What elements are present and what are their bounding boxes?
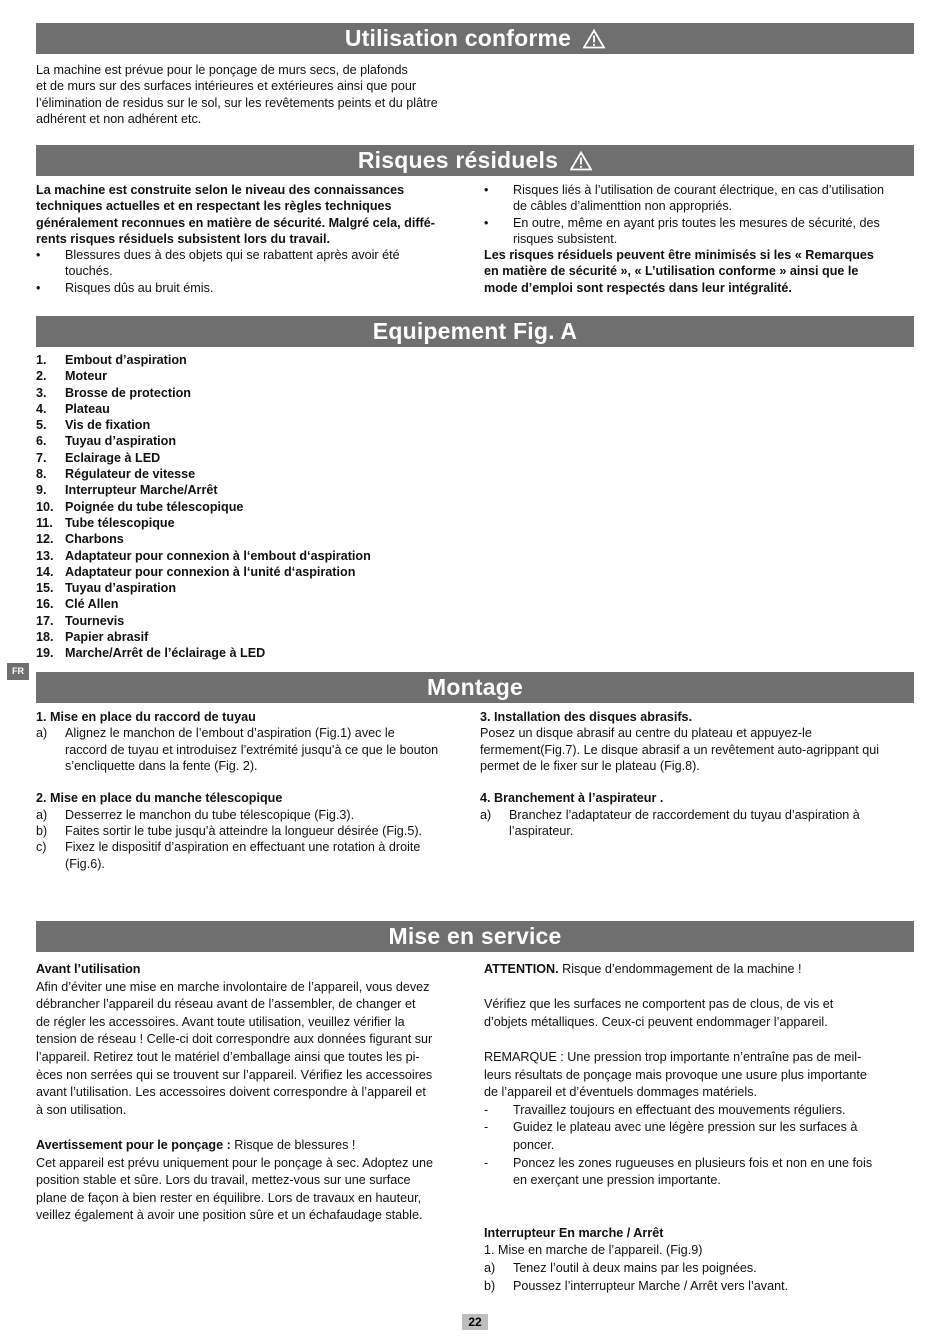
warning-triangle-icon — [570, 151, 592, 171]
page-number: 22 — [462, 1314, 488, 1330]
equipment-item — [36, 629, 476, 645]
equipment-item — [36, 433, 476, 449]
bullet-item — [36, 247, 468, 280]
intro-text-line: rents risques résiduels subsistent lors du travail. — [36, 231, 330, 246]
subsection-title: Avant l’utilisation — [36, 962, 141, 976]
equipment-item — [36, 515, 476, 531]
body-text-line: adhérent et non adhérent etc. — [36, 111, 202, 126]
equipment-item — [36, 482, 476, 498]
body-text-line: Posez un disque abrasif au centre du plateau et appuyez-le — [480, 726, 812, 741]
list-marker: • — [484, 183, 489, 197]
equipment-item — [36, 645, 476, 661]
list-text — [65, 807, 470, 823]
equipment-number: 4. — [36, 401, 47, 416]
list-text-line: en exerçant une pression importante. — [513, 1173, 721, 1188]
equipment-number: 8. — [36, 467, 47, 482]
equipment-item — [36, 385, 476, 401]
list-text-line: touchés. — [65, 264, 113, 279]
step-item — [36, 839, 470, 872]
body-text-line: et de murs sur des surfaces intérieures et extérieures ainsi que pour — [36, 79, 417, 94]
equipment-label: Moteur — [65, 369, 107, 384]
section-title: Equipement Fig. A — [372, 318, 578, 345]
equipment-label: Embout d’aspiration — [65, 353, 187, 367]
equipment-number: 17. — [36, 613, 54, 628]
body-text-line: leurs résultats de ponçage mais provoque une usure plus importante — [484, 1067, 867, 1082]
equipment-item — [36, 596, 476, 612]
list-marker: - — [484, 1102, 489, 1117]
section-title: Montage — [427, 674, 523, 701]
dash-item — [484, 1155, 916, 1190]
equipment-number: 14. — [36, 564, 54, 579]
conclusion-text-line: Les risques résiduels peuvent être minimisés si les « Remarques — [484, 248, 874, 263]
intro-text-line: La machine est construite selon le niveau des connaissances — [36, 183, 405, 197]
list-marker: - — [484, 1155, 489, 1170]
equipment-item — [36, 613, 476, 629]
equipment-number: 2. — [36, 369, 47, 384]
list-text-line: Poncez les zones rugueuses en plusieurs fois et non en une fois — [513, 1155, 873, 1170]
list-text-line: Fixez le dispositif d’aspiration en effectuant une rotation à droite — [65, 840, 421, 855]
equipment-item — [36, 368, 476, 384]
equipment-number: 16. — [36, 597, 54, 612]
warning-label: Avertissement pour le ponçage : — [36, 1137, 231, 1152]
list-text-line: Desserrez le manchon du tube télescopique (Fig.3). — [65, 807, 355, 822]
equipment-label: Plateau — [65, 401, 110, 416]
list-text-line: Blessures dues à des objets qui se rabattent après avoir été — [65, 248, 400, 263]
bullet-item — [484, 215, 916, 248]
list-text — [513, 1260, 916, 1278]
body-text-line: avant l’utilisation. Les accessoires doivent correspondre à l’appareil et — [36, 1085, 426, 1100]
equipment-label: Régulateur de vitesse — [65, 467, 196, 482]
section-header-equipement — [36, 316, 914, 347]
list-text — [65, 247, 468, 280]
section-header-utilisation — [36, 23, 914, 54]
equipment-item — [36, 352, 476, 368]
list-text-line: Travaillez toujours en effectuant des mouvements réguliers. — [513, 1102, 846, 1117]
intro-text-line: généralement reconnues en matière de sécurité. Malgré cela, diffé- — [36, 215, 435, 230]
equipment-number: 10. — [36, 499, 54, 514]
equipment-number: 13. — [36, 548, 54, 563]
body-text-line: à son utilisation. — [36, 1102, 127, 1117]
list-text — [513, 182, 916, 215]
body-text-line: de régler les accessoires. Avant toute utilisation, veuillez vérifier la — [36, 1014, 405, 1029]
equipment-label: Tournevis — [65, 613, 125, 628]
list-text-line: Risques dûs au bruit émis. — [65, 280, 214, 295]
equipment-item — [36, 531, 476, 547]
list-text-line: Branchez l’adaptateur de raccordement du tuyau d’aspiration à — [509, 807, 860, 822]
list-text — [509, 807, 916, 840]
list-text-line: Alignez le manchon de l’embout d’aspiration (Fig.1) avec le — [65, 726, 395, 741]
subsection-title: 3. Installation des disques abrasifs. — [480, 710, 693, 724]
equipment-label: Charbons — [65, 532, 124, 547]
subsection-title: 2. Mise en place du manche télescopique — [36, 791, 283, 806]
section-header-service — [36, 921, 914, 952]
list-text — [513, 1102, 916, 1120]
equipment-item — [36, 499, 476, 515]
list-marker: a) — [36, 807, 48, 822]
equipment-list — [36, 352, 476, 662]
list-text-line: s’encliquette dans la fente (Fig. 2). — [65, 758, 258, 773]
step-item — [36, 823, 470, 839]
equipment-item — [36, 417, 476, 433]
equipment-label: Tuyau d’aspiration — [65, 581, 177, 596]
list-text — [513, 1119, 916, 1154]
list-text-line: raccord de tuyau et introduisez l’extrémité jusqu’à ce que le bouton — [65, 742, 439, 757]
list-text-line: risques subsistent. — [513, 231, 618, 246]
equipment-number: 9. — [36, 483, 47, 498]
list-text — [65, 280, 468, 296]
body-text-line: position stable et sûre. Lors du travail, mettez-vous sur une surface — [36, 1173, 411, 1188]
section-header-montage — [36, 672, 914, 703]
list-text-line: de câbles d’alimenttion non appropriés. — [513, 199, 733, 214]
warning-line — [36, 1137, 470, 1155]
conclusion-text-line: en matière de sécurité », « L’utilisation conforme » ainsi que le — [484, 264, 859, 279]
list-text — [513, 215, 916, 248]
section-title: Risques résiduels — [357, 147, 559, 174]
list-text — [513, 1155, 916, 1190]
list-text — [65, 839, 470, 872]
body-text-line: plane de façon à bien rester en équilibre. Lors de travaux en hauteur, — [36, 1190, 422, 1205]
body-text-line: de l’appareil et d’éventuels dommages matériels. — [484, 1085, 758, 1100]
list-text-line: Risques liés à l’utilisation de courant électrique, en cas d’utilisation — [513, 183, 885, 197]
service-left-column — [36, 961, 470, 1225]
equipment-label: Adaptateur pour connexion à l‘unité d‘aspiration — [65, 564, 356, 579]
service-right-column — [484, 961, 916, 1295]
list-marker: • — [36, 280, 41, 295]
body-text-line: permet de le fixer sur le plateau (Fig.8). — [480, 758, 700, 773]
list-text-line: En outre, même en ayant pris toutes les mesures de sécurité, des — [513, 215, 880, 230]
section-header-risques — [36, 145, 914, 176]
equipment-label: Brosse de protection — [65, 385, 191, 400]
step-item — [484, 1278, 916, 1296]
list-marker: b) — [36, 824, 48, 839]
equipment-label: Eclairage à LED — [65, 450, 161, 465]
equipment-label: Tube télescopique — [65, 515, 175, 530]
attention-label: ATTENTION. — [484, 962, 559, 976]
equipment-item — [36, 466, 476, 482]
equipment-number: 15. — [36, 581, 54, 596]
step-item — [484, 1260, 916, 1278]
warning-text: Risque de blessures ! — [230, 1137, 356, 1152]
body-text-line: Cet appareil est prévu uniquement pour le ponçage à sec. Adoptez une — [36, 1155, 433, 1170]
step-item — [480, 807, 916, 840]
equipment-number: 12. — [36, 532, 54, 547]
equipment-label: Adaptateur pour connexion à l‘embout d‘aspiration — [65, 548, 371, 563]
warning-triangle-icon — [583, 29, 605, 49]
body-text-line: fermement(Fig.7). Le disque abrasif a un revêtement auto-agrippant qui — [480, 742, 880, 757]
step-item — [36, 807, 470, 823]
equipment-item — [36, 548, 476, 564]
list-marker: a) — [484, 1260, 496, 1275]
equipment-label: Marche/Arrêt de l’éclairage à LED — [65, 646, 266, 661]
montage-right-column — [480, 709, 916, 839]
body-text-line: l’élimination de residus sur le sol, sur les revêtements peints et du plâtre — [36, 95, 438, 110]
list-text — [65, 725, 470, 774]
section-title: Mise en service — [388, 923, 562, 950]
list-marker: a) — [36, 726, 48, 741]
body-text-line: tension de réseau ! Celle-ci doit correspondre aux données figurant sur — [36, 1032, 433, 1047]
equipment-item — [36, 401, 476, 417]
equipment-label: Vis de fixation — [65, 418, 151, 433]
body-text-line: REMARQUE : Une pression trop importante n’entraîne pas de meil- — [484, 1049, 862, 1064]
equipment-label: Papier abrasif — [65, 630, 149, 645]
body-text-line: La machine est prévue pour le ponçage de murs secs, de plafonds — [36, 63, 408, 77]
list-marker: a) — [480, 807, 492, 822]
list-text-line: Faites sortir le tube jusqu’à atteindre la longueur désirée (Fig.5). — [65, 824, 423, 839]
equipment-number: 6. — [36, 434, 47, 449]
equipment-number: 11. — [36, 515, 53, 530]
equipment-item — [36, 580, 476, 596]
bullet-item — [484, 182, 916, 215]
equipment-number: 3. — [36, 385, 47, 400]
subsection-title: 4. Branchement à l’aspirateur . — [480, 791, 664, 806]
list-text-line: (Fig.6). — [65, 856, 105, 871]
list-marker: b) — [484, 1278, 496, 1293]
bullet-item — [36, 280, 468, 296]
body-text-line: l’appareil. Retirez tout le matériel d’emballage ainsi que toutes les pi- — [36, 1049, 420, 1064]
body-text-line: Vérifiez que les surfaces ne comportent pas de clous, de vis et — [484, 997, 834, 1012]
body-text-line: Afin d’éviter une mise en marche involontaire de l’appareil, vous devez — [36, 979, 430, 994]
subsection-title: Interrupteur En marche / Arrêt — [484, 1225, 664, 1240]
equipment-number: 19. — [36, 646, 54, 661]
equipment-label: Poignée du tube télescopique — [65, 499, 244, 514]
equipment-label: Interrupteur Marche/Arrêt — [65, 483, 218, 498]
intro-text-line: techniques actuelles et en respectant les règles techniques — [36, 199, 392, 214]
dash-item — [484, 1119, 916, 1154]
list-text — [513, 1278, 916, 1296]
equipment-number: 5. — [36, 418, 47, 433]
list-marker: c) — [36, 840, 47, 855]
language-tab: FR — [7, 663, 29, 680]
section-title: Utilisation conforme — [344, 25, 572, 52]
equipment-number: 7. — [36, 450, 47, 465]
list-text-line: poncer. — [513, 1137, 555, 1152]
attention-line — [484, 961, 916, 979]
conclusion-text-line: mode d’emploi sont respectés dans leur intégralité. — [484, 280, 792, 295]
body-text-line: débrancher l’appareil du réseau avant de l’assembler, de changer et — [36, 997, 416, 1012]
subsection-title: 1. Mise en place du raccord de tuyau — [36, 710, 256, 724]
body-text-line: veillez également à avoir une position sûre et un échafaudage stable. — [36, 1208, 423, 1223]
list-marker: • — [36, 248, 41, 263]
list-marker: • — [484, 215, 489, 230]
equipment-item — [36, 564, 476, 580]
list-marker: - — [484, 1120, 489, 1135]
risques-left-column — [36, 182, 468, 296]
list-text-line: Tenez l’outil à deux mains par les poignées. — [513, 1260, 757, 1275]
equipment-label: Clé Allen — [65, 597, 119, 612]
equipment-label: Tuyau d’aspiration — [65, 434, 177, 449]
equipment-item — [36, 450, 476, 466]
montage-left-column — [36, 709, 470, 872]
body-text-line: èces non serrées qui se trouvent sur l’appareil. Vérifiez les accessoires — [36, 1067, 433, 1082]
attention-text: Risque d’endommagement de la machine ! — [558, 962, 802, 976]
equipment-number: 1. — [36, 353, 47, 367]
body-text-line: 1. Mise en marche de l’appareil. (Fig.9) — [484, 1243, 703, 1258]
list-text — [65, 823, 470, 839]
equipment-number: 18. — [36, 630, 54, 645]
body-text-line: d’objets métalliques. Ceux-ci peuvent endommager l’appareil. — [484, 1014, 828, 1029]
list-text-line: Guidez le plateau avec une légère pression sur les surfaces à — [513, 1120, 858, 1135]
step-item — [36, 725, 470, 774]
utilisation-text — [36, 62, 476, 127]
list-text-line: l’aspirateur. — [509, 824, 574, 839]
list-text-line: Poussez l’interrupteur Marche / Arrêt vers l’avant. — [513, 1278, 789, 1293]
risques-right-column — [484, 182, 916, 296]
dash-item — [484, 1102, 916, 1120]
